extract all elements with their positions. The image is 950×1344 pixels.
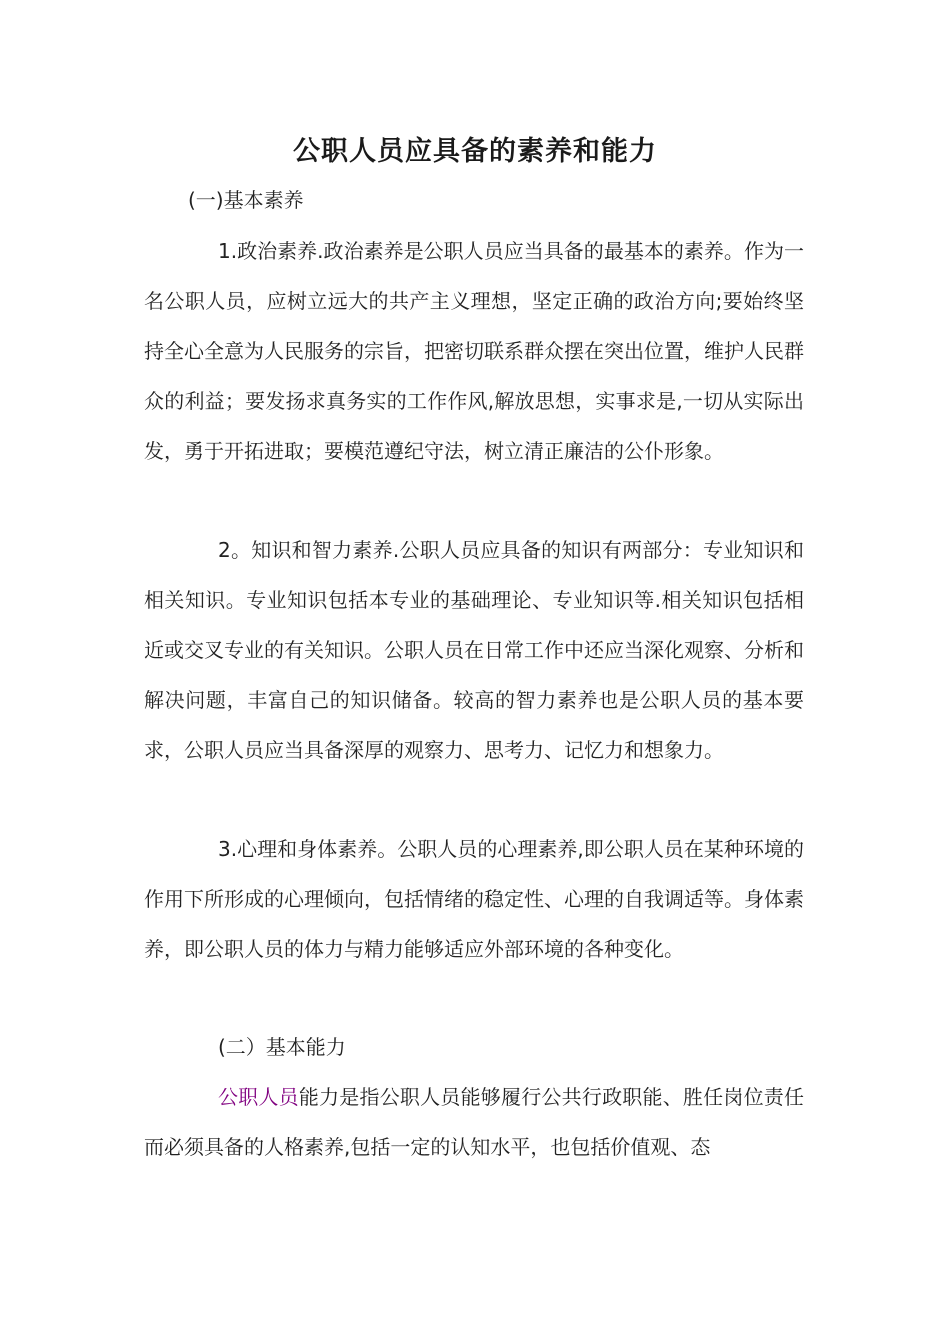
paragraph-political-quality: 1.政治素养.政治素养是公职人员应当具备的最基本的素养。作为一名公职人员，应树立远大的共产主义理想，坚定正确的政治方向;要始终坚持全心全意为人民服务的宗旨，把密切联系群众摆在突出位置，维护人民群众的利益；要发扬求真务实的工作作风,解放思想，实事求是,一切从实际出发，勇于开拓进取；要模范遵纪守法，树立清正廉洁的公仆形象。 — [144, 239, 804, 463]
document-title: 公职人员应具备的素养和能力 — [293, 136, 657, 167]
section-heading-basic-qualities: (一)基本素养 — [188, 188, 304, 212]
public-official-link[interactable]: 公职人员 — [218, 1085, 299, 1109]
paragraph-basic-abilities — [144, 1072, 804, 1172]
paragraph-basic-abilities-text: 能力是指公职人员能够履行公共行政职能、胜任岗位责任而必须具备的人格素养,包括一定的认知水平，也包括价值观、态 — [144, 1085, 805, 1159]
paragraph-knowledge-quality: 2。知识和智力素养.公职人员应具备的知识有两部分：专业知识和相关知识。专业知识包括本专业的基础理论、专业知识等.相关知识包括相近或交叉专业的有关知识。公职人员在日常工作中还应当深化观察、分析和解决问题，丰富自己的知识储备。较高的智力素养也是公职人员的基本要求，公职人员应当具备深厚的观察力、思考力、记忆力和想象力。 — [144, 538, 804, 762]
paragraph-mental-physical-quality: 3.心理和身体素养。公职人员的心理素养,即公职人员在某种环境的作用下所形成的心理倾向，包括情绪的稳定性、心理的自我调适等。身体素养，即公职人员的体力与精力能够适应外部环境的各种变化。 — [144, 837, 804, 961]
section-heading-basic-abilities: (二）基本能力 — [218, 1035, 346, 1059]
